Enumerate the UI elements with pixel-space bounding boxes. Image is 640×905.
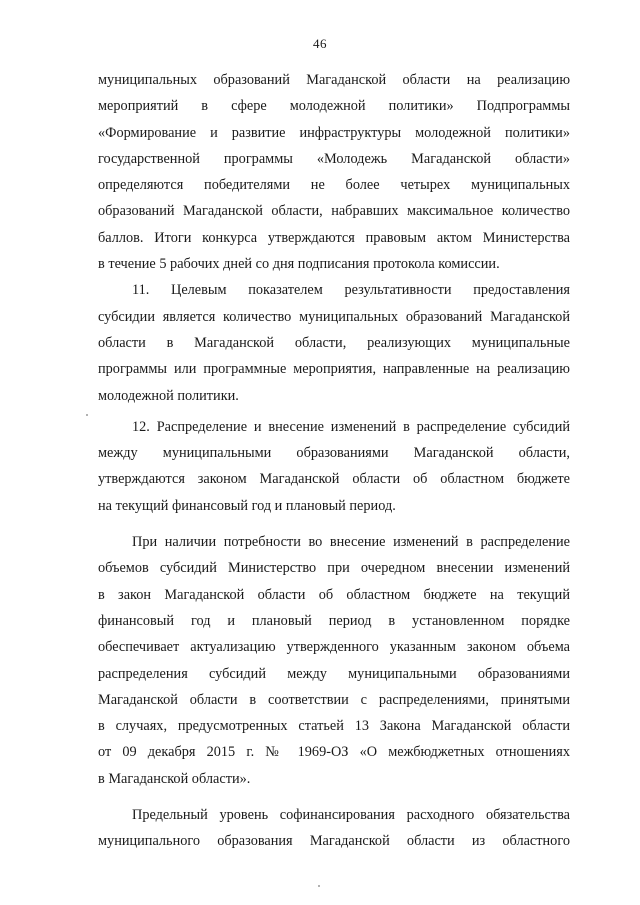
text-line: муниципального образования Магаданской области из областного — [98, 833, 570, 850]
text-line: объемов субсидий Министерство при очередном внесении изменений — [98, 560, 570, 577]
text-line: в случаях, предусмотренных статьей 13 Закона Магаданской области — [98, 718, 570, 735]
paragraph-distribution-changes — [98, 529, 570, 792]
text-line: образований Магаданской области, набравших максимальное количество — [98, 203, 570, 220]
text-line: «Формирование и развитие инфраструктуры молодежной политики» — [98, 124, 570, 141]
paragraph-item-12 — [98, 414, 570, 519]
text-line: государственной программы «Молодежь Магаданской области» — [98, 150, 570, 167]
text-line: определяются победителями не более четырех муниципальных — [98, 177, 570, 194]
text-line: финансовый год и плановый период в установленном порядке — [98, 612, 570, 629]
text-line: субсидии является количество муниципальных образований Магаданской — [98, 308, 570, 325]
text-line: молодежной политики. — [98, 387, 239, 404]
text-line: муниципальных образований Магаданской области на реализацию — [98, 72, 570, 88]
scan-artifact — [86, 414, 88, 416]
text-line: баллов. Итоги конкурса утверждаются правовым актом Министерства — [98, 229, 570, 246]
page-number: 46 — [313, 36, 327, 51]
document-body — [98, 67, 570, 855]
text-line: распределения субсидий между муниципальными образованиями — [98, 665, 570, 682]
text-line: обеспечивает актуализацию утвержденного указанным законом объема — [98, 639, 570, 656]
text-line: в закон Магаданской области об областном бюджете на текущий — [98, 586, 570, 603]
text-line: на текущий финансовый год и плановый период. — [98, 497, 396, 514]
text-line: При наличии потребности во внесение изменений в распределение — [132, 534, 570, 551]
text-line: от 09 декабря 2015 г. № 1969-ОЗ «О межбюджетных отношениях — [98, 744, 570, 761]
text-line: между муниципальными образованиями Магаданской области, — [98, 445, 570, 462]
paragraph-1 — [98, 67, 570, 277]
text-line: области в Магаданской области, реализующих муниципальные — [98, 334, 570, 351]
text-line: в течение 5 рабочих дней со дня подписания протокола комиссии. — [98, 256, 500, 273]
scan-artifact — [318, 885, 320, 887]
text-line: мероприятий в сфере молодежной политики» Подпрограммы — [98, 98, 570, 115]
text-line: программы или программные мероприятия, направленные на реализацию — [98, 361, 570, 378]
paragraph-cofinancing — [98, 802, 570, 855]
text-line: 12. Распределение и внесение изменений в распределение субсидий — [132, 418, 570, 435]
text-line: 11. Целевым показателем результативности предоставления — [132, 282, 570, 299]
paragraph-item-11 — [98, 277, 570, 408]
text-line: Магаданской области в соответствии с распределениями, принятыми — [98, 691, 570, 708]
text-line: Предельный уровень софинансирования расходного обязательства — [132, 807, 570, 824]
text-line: утверждаются законом Магаданской области об областном бюджете — [98, 471, 570, 488]
text-line: в Магаданской области». — [98, 770, 251, 787]
